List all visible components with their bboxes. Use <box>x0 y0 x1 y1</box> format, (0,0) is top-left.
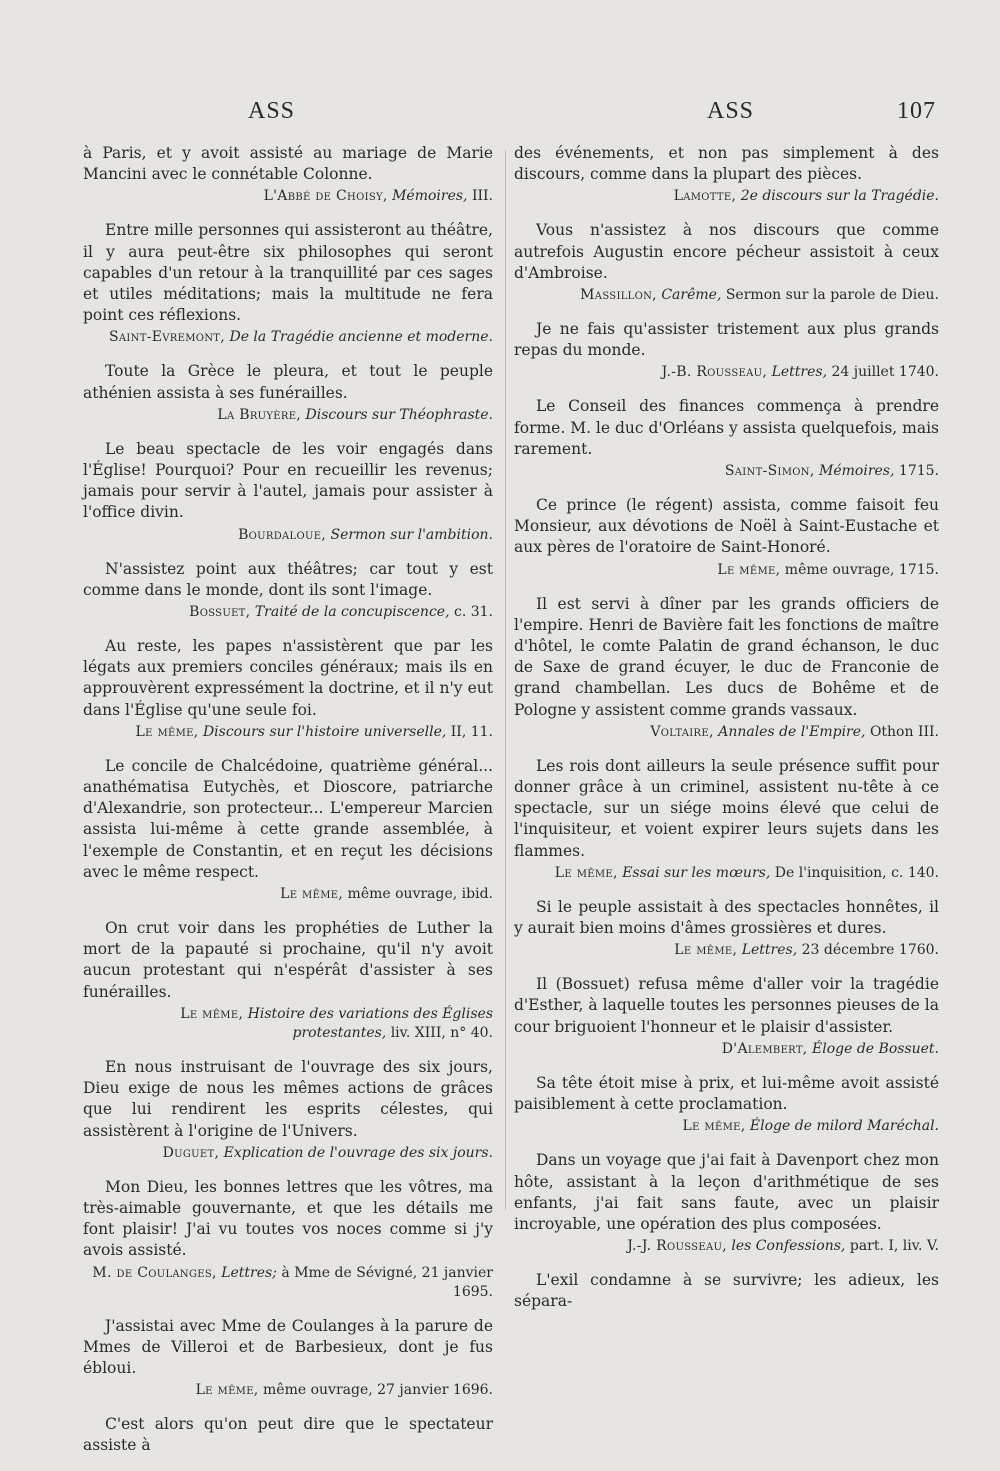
quotation-entry <box>83 439 493 545</box>
citation-reference: même ouvrage, 1715. <box>784 561 939 578</box>
quotation-entry <box>514 594 939 742</box>
quotation-entry <box>83 220 493 347</box>
citation-work: Discours sur l'histoire universelle, <box>202 723 447 740</box>
citation-author: Voltaire, <box>650 723 714 740</box>
quotation-entry <box>514 1073 939 1136</box>
citation-reference: Othon III. <box>869 723 939 740</box>
citation-work: Lettres, <box>741 942 798 959</box>
citation <box>83 328 493 347</box>
column-divider <box>505 150 506 1210</box>
quotation-text: Il (Bossuet) refusa même d'aller voir la tragédie d'Esther, à laquelle toutes les personnes pieuses de la cour briguoient l'honneur et le plaisir d'assister. <box>514 975 939 1036</box>
quotation-text: N'assistez point aux théâtres; car tout y est comme dans le monde, dont ils sont l'image. <box>83 559 493 599</box>
header-right-keyword: ASS <box>707 98 755 124</box>
quotation-text: Toute la Grèce le pleura, et tout le peuple athénien assista à ses funérailles. <box>83 362 493 402</box>
citation-author: Saint-Evremont, <box>109 329 226 346</box>
citation-reference: même ouvrage, 27 janvier 1696. <box>263 1382 493 1399</box>
citation-author: Saint-Simon, <box>724 463 815 480</box>
citation-author: Le même, <box>280 886 344 903</box>
citation <box>514 1117 939 1136</box>
quotation-entry <box>83 143 493 206</box>
quotation-text: des événements, et non pas simplement à des discours, comme dans la plupart des pièces. <box>514 144 939 184</box>
citation-author: D'Alembert, <box>721 1040 808 1057</box>
quotation-entry <box>83 1177 493 1302</box>
citation-work: Mémoires, <box>819 463 895 480</box>
quotation-text: En nous instruisant de l'ouvrage des six jours, Dieu exige de nous les mêmes actions de grâces que lui rendirent les esprits célestes, qui assistèrent à l'origine de l'Univers. <box>83 1057 493 1140</box>
citation-author: Le même, <box>674 942 738 959</box>
citation-work: les Confessions, <box>731 1238 846 1255</box>
quotation-entry <box>83 361 493 424</box>
citation-author: Duguet, <box>162 1144 220 1161</box>
quotation-entry <box>83 918 493 1043</box>
citation-work: Éloge de Bossuet. <box>812 1040 939 1057</box>
citation-author: J.-B. Rousseau, <box>661 364 768 381</box>
left-column <box>83 143 493 1471</box>
citation <box>514 723 939 742</box>
citation-author: L'Abbé de Choisy, <box>263 188 388 205</box>
citation-author: J.-J. Rousseau, <box>627 1238 727 1255</box>
quotation-entry <box>514 396 939 481</box>
quotation-text: Ce prince (le régent) assista, comme faisoit feu Monsieur, aux dévotions de Noël à Saint-Eustache et aux pères de l'oratoire de Saint-Honoré. <box>514 496 939 557</box>
citation-author: Le même, <box>195 1382 259 1399</box>
citation <box>514 864 939 883</box>
quotation-entry <box>514 495 939 580</box>
quotation-entry <box>83 1414 493 1456</box>
citation-reference: même ouvrage, ibid. <box>347 886 493 903</box>
citation-work: Lettres; <box>221 1264 277 1281</box>
citation <box>514 561 939 580</box>
quotation-entry <box>514 756 939 883</box>
citation-author: Le même, <box>554 864 618 881</box>
citation-reference: 23 décembre 1760. <box>801 942 939 959</box>
citation-work: De la Tragédie ancienne et moderne. <box>229 329 493 346</box>
quotation-text: Le beau spectacle de les voir engagés dans l'Église! Pourquoi? Pour en recueillir les revenus; jamais pour servir à l'autel, jamais pour assister à l'office divin. <box>83 439 493 522</box>
quotation-entry <box>514 974 939 1059</box>
citation <box>514 941 939 960</box>
quotation-text: On crut voir dans les prophéties de Luther la mort de la papauté si prochaine, qu'il n'y avoit aucun protestant qui n'espérât d'assister à ses funérailles. <box>83 919 493 1001</box>
citation-work: Traité de la concupiscence, <box>254 604 450 621</box>
citation <box>83 1264 493 1302</box>
citation <box>83 406 493 425</box>
citation-reference: c. 31. <box>453 604 493 621</box>
citation <box>83 187 493 206</box>
citation-reference: à Mme de Sévigné, 21 janvier 1695. <box>281 1264 493 1300</box>
citation-work: Explication de l'ouvrage des six jours. <box>223 1144 493 1161</box>
quotation-text: Au reste, les papes n'assistèrent que par les légats aux premiers conciles généraux; mais ils en approuvèrent expressément la doctrine, et il n'y eut dans l'Église qu'une seule foi. <box>83 637 493 719</box>
citation-reference: 24 juillet 1740. <box>831 364 939 381</box>
citation-author: Le même, <box>682 1118 746 1135</box>
quotation-text: J'assistai avec Mme de Coulanges à la parure de Mmes de Villeroi et de Barbesieux, dont je fus ébloui. <box>83 1316 493 1377</box>
citation <box>514 1237 939 1256</box>
quotation-entry <box>83 559 493 622</box>
quotation-text: Il est servi à dîner par les grands officiers de l'empire. Henri de Bavière fait les fonctions de maître d'hôtel, le comte Palatin de grand échanson, le duc de Saxe de grand écuyer, le duc de Franconie de grand chambellan. Les ducs de Bohême et de Pologne y assistent comme grands vassaux. <box>514 594 939 719</box>
quotation-text: à Paris, et y avoit assisté au mariage de Marie Mancini avec le connétable Colonne. <box>83 144 493 184</box>
quotation-text: C'est alors qu'on peut dire que le spectateur assiste à <box>83 1415 493 1455</box>
citation-reference: III. <box>471 188 493 205</box>
quotation-text: L'exil condamne à se survivre; les adieux, les sépara- <box>514 1271 939 1311</box>
citation-work: Mémoires, <box>392 188 468 205</box>
citation-reference: De l'inquisition, c. 140. <box>774 864 939 881</box>
citation-author: Le même, <box>135 723 199 740</box>
quotation-entry <box>514 1270 939 1312</box>
citation-work: Discours sur Théophraste. <box>305 406 493 423</box>
quotation-text: Mon Dieu, les bonnes lettres que les vôtres, ma très-aimable gouvernante, et que les détails me font plaisir! J'ai vu toutes vos noces comme si j'y avois assisté. <box>83 1177 493 1260</box>
citation-author: Bourdaloue, <box>238 526 327 543</box>
quotation-entry <box>83 636 493 742</box>
citation <box>83 1144 493 1163</box>
citation-author: Bossuet, <box>189 604 251 621</box>
citation <box>83 603 493 622</box>
citation <box>514 462 939 481</box>
citation-reference: II, 11. <box>450 723 493 740</box>
quotation-text: Les rois dont ailleurs la seule présence suffit pour donner grâce à un criminel, assistent nu-tête à ce spectacle, sur un siége moins élevé que celui de l'inquisiteur, et voient expirer leurs sujets dans les flammes. <box>514 756 939 860</box>
citation-author: M. de Coulanges, <box>92 1264 217 1281</box>
running-header <box>0 98 1000 138</box>
quotation-entry <box>514 897 939 960</box>
citation-author: Le même, <box>717 561 781 578</box>
quotation-text: Dans un voyage que j'ai fait à Davenport chez mon hôte, assistant à la leçon d'arithmétique de ses enfants, j'ai fait sans faute, avec un plaisir incroyable, une opération des plus composées. <box>514 1151 939 1233</box>
citation-reference: Sermon sur la parole de Dieu. <box>725 287 939 304</box>
citation-work: Sermon sur l'ambition. <box>330 526 493 543</box>
citation <box>514 187 939 206</box>
citation-reference: part. I, liv. V. <box>849 1238 939 1255</box>
citation-work: Lettres, <box>771 364 828 381</box>
citation-work: Carême, <box>661 287 722 304</box>
quotation-entry <box>514 319 939 382</box>
citation-work: Essai sur les mœurs, <box>622 864 771 881</box>
quotation-text: Le Conseil des finances commença à prendre forme. M. le duc d'Orléans y assista quelquefois, mais rarement. <box>514 397 939 458</box>
citation <box>83 885 493 904</box>
quotation-text: Entre mille personnes qui assisteront au théâtre, il y aura peut-être six philosophes qui seront capables d'un retour à la tranquillité par ces sages et utiles méditations; mais la multitude ne fera point ces réflexions. <box>83 221 493 325</box>
citation <box>83 1381 493 1400</box>
citation <box>514 363 939 382</box>
quotation-text: Je ne fais qu'assister tristement aux plus grands repas du monde. <box>514 320 939 360</box>
citation <box>83 1005 493 1043</box>
citation-work: Annales de l'Empire, <box>718 723 866 740</box>
citation-author: Lamotte, <box>673 188 737 205</box>
quotation-text: Si le peuple assistait à des spectacles honnêtes, il y aurait bien moins d'âmes grossières et dures. <box>514 897 939 938</box>
quotation-text: Le concile de Chalcédoine, quatrième général... anathématisa Eutychès, et Dioscore, patriarche d'Alexandrie, son protecteur... L'empereur Marcien assista lui-même à cette grande assemblée, à l'exemple de Constantin, et en reçut les décisions avec le même respect. <box>83 756 493 881</box>
citation-reference: 1715. <box>898 463 939 480</box>
quotation-entry <box>83 756 493 904</box>
quotation-entry <box>514 220 939 305</box>
right-column <box>514 143 939 1327</box>
citation <box>83 723 493 742</box>
citation-author: Massillon, <box>580 287 657 304</box>
citation-author: Le même, <box>180 1005 244 1022</box>
quotation-entry <box>83 1316 493 1401</box>
citation-work: Éloge de milord Maréchal. <box>749 1118 939 1135</box>
citation-work: 2e discours sur la Tragédie. <box>740 188 939 205</box>
quotation-entry <box>83 1057 493 1163</box>
quotation-text: Sa tête étoit mise à prix, et lui-même avoit assisté paisiblement à cette proclamation. <box>514 1073 939 1114</box>
citation <box>83 526 493 545</box>
quotation-entry <box>514 1150 939 1256</box>
citation-work: Histoire des variations des Églises protestantes, <box>247 1005 493 1041</box>
citation <box>514 286 939 305</box>
citation-author: La Bruyère, <box>217 406 302 423</box>
header-left-keyword: ASS <box>248 98 296 124</box>
citation <box>514 1040 939 1059</box>
quotation-text: Vous n'assistez à nos discours que comme autrefois Augustin encore pécheur assistoit à ceux d'Ambroise. <box>514 221 939 282</box>
quotation-entry <box>514 143 939 206</box>
page-number: 107 <box>897 98 936 124</box>
citation-reference: liv. XIII, n° 40. <box>390 1024 493 1041</box>
